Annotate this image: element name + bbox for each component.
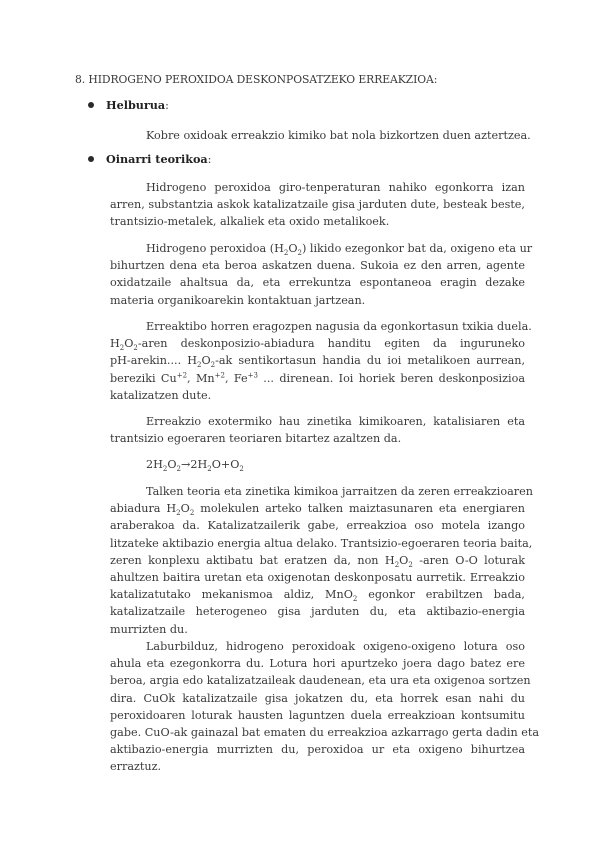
p6-line-5: peroxidoaren loturak hausten laguntzen duela erreakzioan kontsumitu: [110, 708, 525, 722]
bullet-icon: [88, 102, 94, 108]
theory-label: Oinarri teorikoa: [106, 152, 208, 166]
p2-line-2: bihurtzen dena eta beroa askatzen duena. Sukoia ez den arren, agente: [110, 259, 525, 273]
paragraph-6: [110, 638, 540, 776]
reaction-equation: $2H_2O_2\to 2H_2O+O_2$: [146, 458, 244, 474]
p6-line-2: ahula eta ezegonkorra du. Lotura hori apurtzeko joera dago batez ere: [110, 657, 525, 671]
p6-line-4: dira. CuOk katalizatzaile gisa jokatzen du, eta horrek esan nahi du: [110, 691, 525, 705]
p6-line-3: beroa, argia edo katalizatzaileak daudenean, eta ura eta oxigenoa sortzen: [110, 674, 531, 688]
goal-text: Kobre oxidoak erreakzio kimiko bat nola bizkortzen duen aztertzea.: [146, 129, 531, 142]
bullet-icon: [88, 156, 94, 162]
p6-line-7: aktibazio-energia murrizten du, peroxidoa ur eta oxigeno bihurtzea: [110, 743, 525, 757]
p5-line-8: katalizatzaile heterogeneo gisa jarduten du, eta aktibazio-energia: [110, 605, 525, 619]
p2-line-3: oxidatzaile ahaltsua da, eta errekuntza espontaneoa eragin dezake: [110, 276, 525, 290]
p5-line-7: katalizatutako mekanismoa aldiz, MnO$_2$ egonkor erabiltzen bada,: [110, 588, 525, 604]
goal-label-colon: :: [165, 99, 169, 112]
p6-line-8: erraztuz.: [110, 760, 162, 774]
paragraph-4: [110, 413, 525, 447]
p6-line-6: gabe. CuO-ak gainazal bat ematen du erreakzioa azkarrago gerta dadin eta: [110, 726, 540, 740]
theory-label-colon: :: [207, 153, 212, 166]
p5-line-5: zeren konplexu aktibatu bat eratzen da, non $H_2O_2$ -aren O-O loturak: [110, 553, 525, 570]
p5-line-4: litzateke aktibazio energia altua delako. Trantsizio-egoeraren teoria baita,: [110, 536, 533, 550]
p3-line-1: Erreaktibo horren eragozpen nagusia da egonkortasun txikia duela.: [146, 320, 532, 333]
paragraph-5: [110, 483, 533, 638]
p3-line-4: bereziki $Cu^{+2}$, $Mn^{+2}$, $Fe^{+3}$ ... direnean. Ioi horiek beren deskonposizioa: [110, 370, 525, 385]
p4-line-2: trantsizio egoeraren teoriaren bitartez azaltzen da.: [110, 432, 402, 446]
p5-line-1: Talken teoria eta zinetika kimikoa jarraitzen da zeren erreakzioaren: [146, 485, 533, 498]
p1-line-1: Hidrogeno peroxidoa giro-tenperaturan nahiko egonkorra izan: [146, 181, 525, 194]
bullet-goal: [88, 97, 169, 114]
bullet-theory: [88, 151, 211, 168]
p4-line-1: Erreakzio exotermiko hau zinetika kimikoaren, katalisiaren eta: [146, 415, 525, 428]
p5-line-2: abiadura $H_2O_2$ molekulen arteko talken maiztasunaren eta energiaren: [110, 502, 525, 518]
p6-line-1: Laburbilduz, hidrogeno peroxidoak oxigeno-oxigeno lotura oso: [146, 640, 525, 653]
p5-line-6: ahultzen baitira uretan eta oxigenotan deskonposatu aurretik. Erreakzio: [110, 571, 525, 585]
p2-line-1: Hidrogeno peroxidoa $(H_2O_2)$ likido ezegonkor bat da, oxigeno eta ur: [146, 242, 533, 258]
p3-line-5: katalizatzen dute.: [110, 388, 212, 402]
paragraph-2: [110, 240, 533, 309]
p3-line-3: pH-arekin.... $H_2O_2-ak$ sentikortasun handia du ioi metalikoen aurrean,: [110, 354, 525, 370]
section-heading: 8. HIDROGENO PEROXIDOA DESKONPOSATZEKO ERREAKZIOA:: [75, 73, 438, 86]
p5-line-9: murrizten du.: [110, 622, 188, 636]
paragraph-1: [110, 179, 525, 231]
p3-line-2: $H_2O_2$-aren deskonposizio-abiadura handitu egiten da inguruneko: [110, 337, 525, 353]
p1-line-2: arren, substantzia askok katalizatzaile gisa jarduten dute, besteak beste,: [110, 198, 525, 212]
goal-label: Helburua: [106, 98, 166, 112]
p2-line-4: materia organikoarekin kontaktuan jartzean.: [110, 293, 366, 307]
paragraph-3: [110, 318, 532, 404]
p5-line-3: araberakoa da. Katalizatzailerik gabe, erreakzioa oso motela izango: [110, 519, 525, 533]
p1-line-3: trantsizio-metalek, alkaliek eta oxido metalikoek.: [110, 215, 390, 229]
